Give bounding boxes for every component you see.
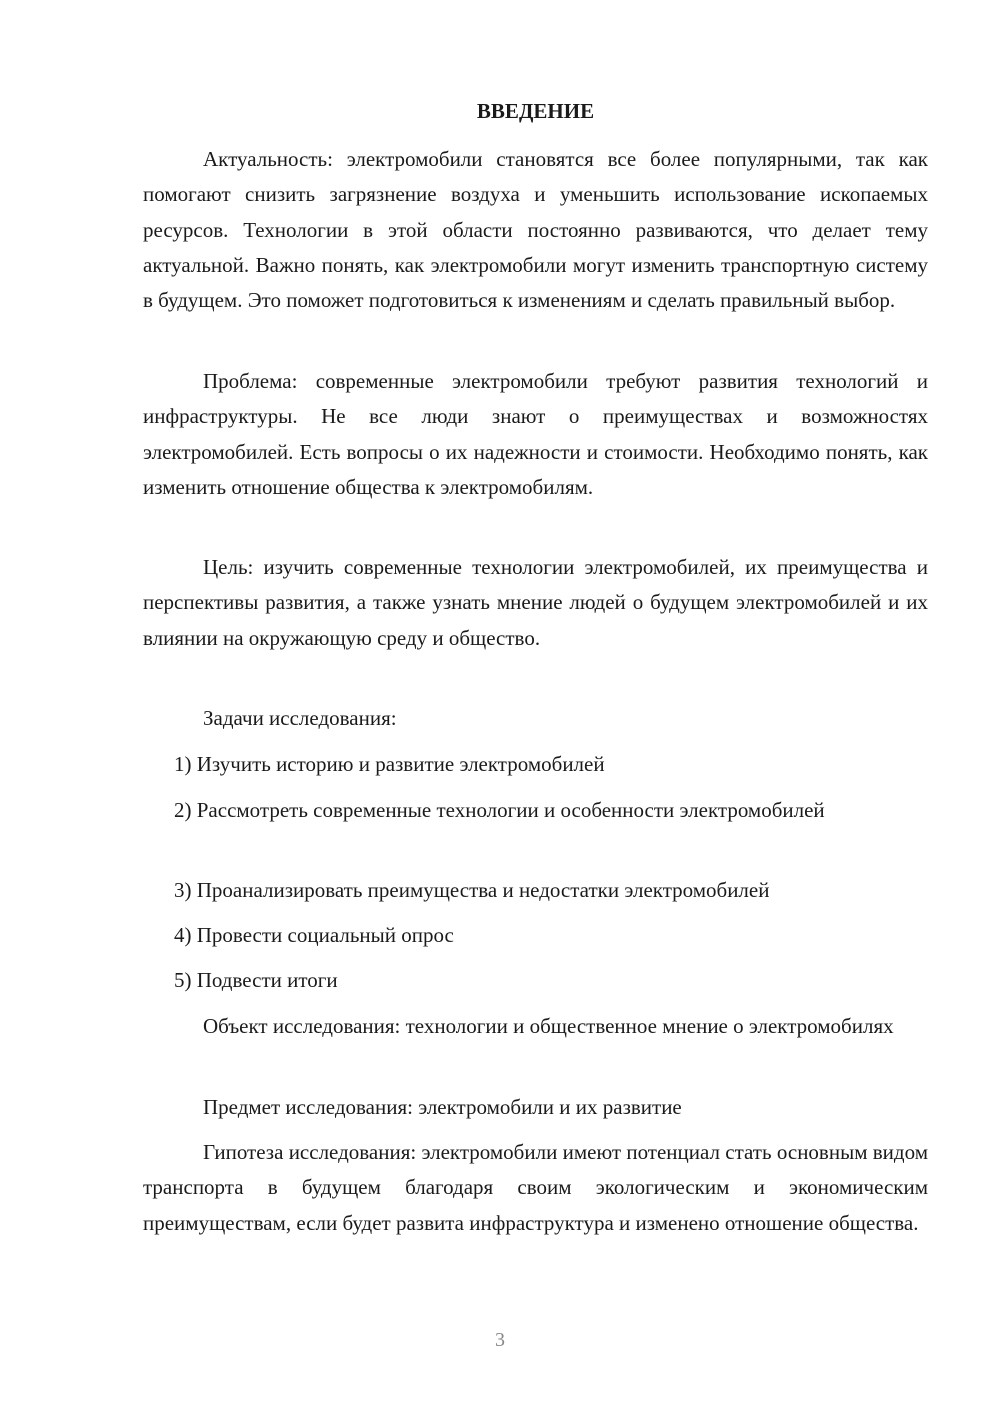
task-item: 5) Подвести итоги (174, 968, 338, 992)
paragraph-problem: Проблема: современные электромобили требуют развития технологий и инфраструктуры. Не все люди знают о преимуществах и возможностях электромобилей. Есть вопросы о их надежности и стоимости. Необходимо понять, как изменить отношение общества к электромобилям. (143, 369, 928, 499)
paragraph-subject: Предмет исследования: электромобили и их развитие (203, 1095, 682, 1119)
paragraph-hypothesis: Гипотеза исследования: электромобили имеют потенциал стать основным видом транспорта в будущем благодаря своим экологическим и экономическим преимуществам, если будет развита инфраструктура и изменено отношение общества. (143, 1140, 928, 1235)
section-title: ВВЕДЕНИЕ (476, 99, 595, 123)
page-number: 3 (495, 1329, 505, 1351)
task-item: 2) Рассмотреть современные технологии и особенности электромобилей (174, 798, 825, 822)
tasks-heading: Задачи исследования: (203, 706, 397, 730)
paragraph-relevance: Актуальность: электромобили становятся все более популярными, так как помогают снизить загрязнение воздуха и уменьшить использование ископаемых ресурсов. Технологии в этой области постоянно развиваются, что делает тему актуальной. Важно понять, как электромобили могут изменить транспортную систему в будущем. Это поможет подготовиться к изменениям и сделать правильный выбор. (143, 147, 928, 313)
paragraph-goal: Цель: изучить современные технологии электромобилей, их преимущества и перспективы развития, а также узнать мнение людей о будущем электромобилей и их влиянии на окружающую среду и общество. (143, 555, 928, 650)
task-item: 4) Провести социальный опрос (174, 923, 454, 947)
task-item: 1) Изучить историю и развитие электромобилей (174, 752, 605, 776)
paragraph-object: Объект исследования: технологии и общественное мнение о электромобилях (203, 1014, 894, 1038)
task-item: 3) Проанализировать преимущества и недостатки электромобилей (174, 878, 770, 902)
